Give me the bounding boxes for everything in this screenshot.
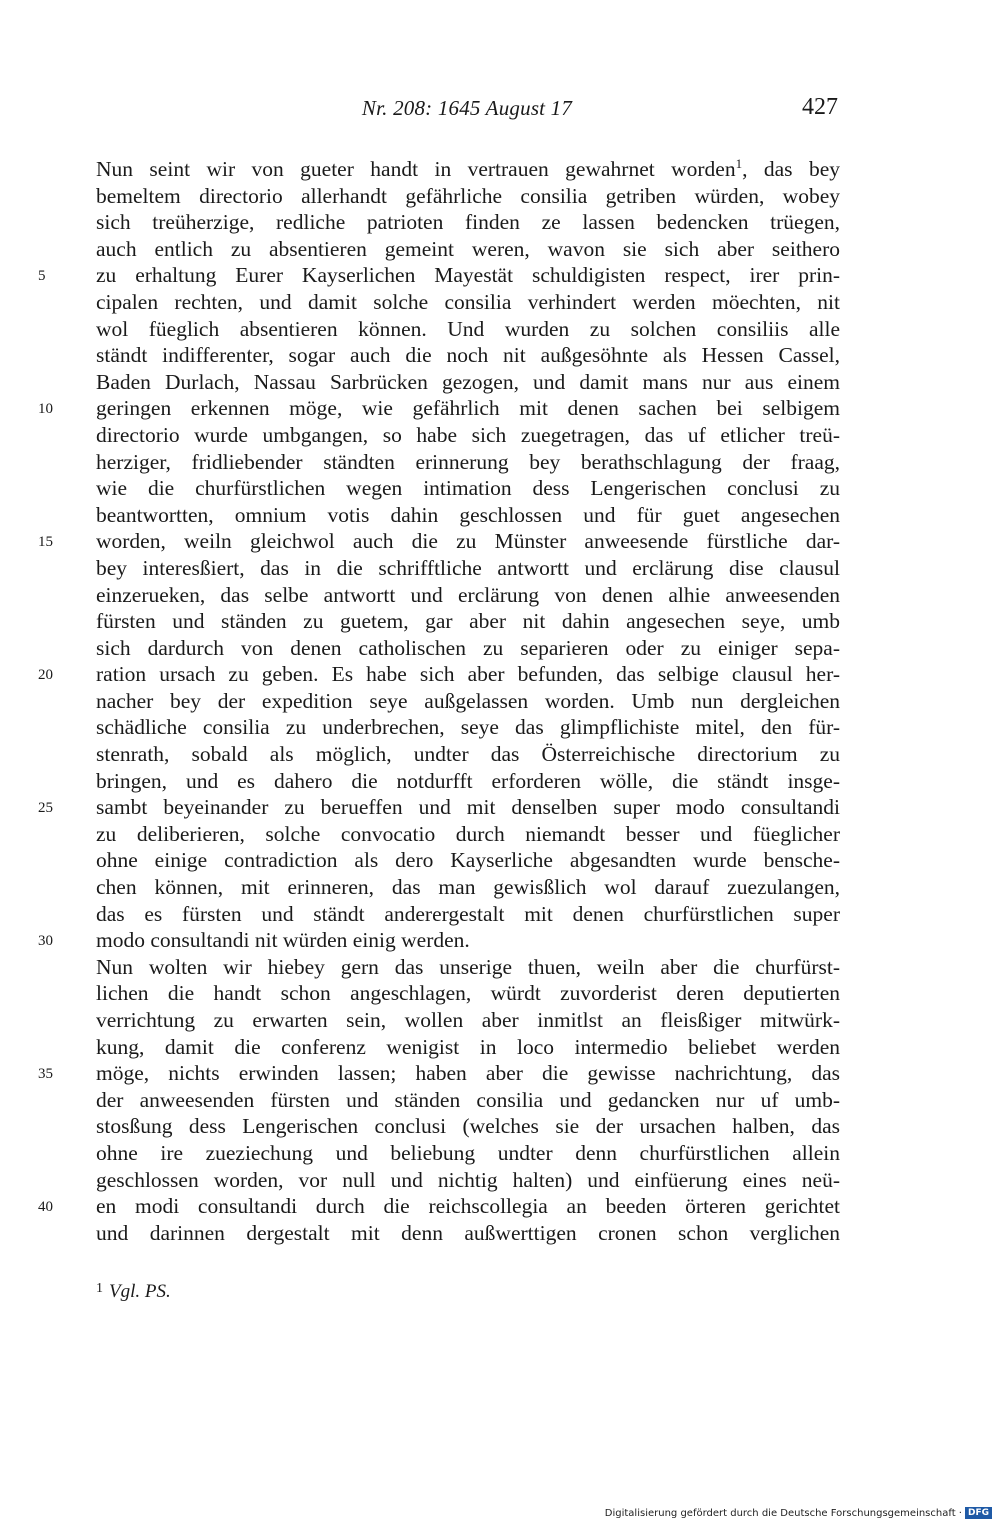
line-text: fürsten und ständen zu guetem, gar aber nit dahin angesechen seye, umb (96, 609, 840, 634)
line-text: das es fürsten und ständt anderergestalt mit denen churfürstlichen super (96, 901, 840, 926)
line-text: sich dardurch von denen catholischen zu separieren oder zu einiger sepa- (96, 635, 840, 660)
text-line (96, 1113, 840, 1140)
line-text: verrichtung zu erwarten sein, wollen aber inmitlst an fleisßiger mitwürk- (96, 1008, 840, 1032)
text-line (96, 688, 840, 715)
line-text: en modi consultandi durch die reichscollegia an beeden örteren gerichtet (96, 1194, 840, 1219)
line-text: und darinnen dergestalt mit denn außwerttigen cronen schon verglichen (96, 1220, 840, 1245)
line-text: der anweesenden fürsten und ständen consilia und gedancken nur uf umb- (96, 1087, 840, 1112)
text-line (96, 502, 840, 529)
line-number: 30 (38, 933, 53, 950)
text-line (96, 1007, 840, 1034)
text-line (96, 449, 840, 476)
text-line (96, 369, 840, 396)
body-text (38, 155, 840, 1246)
text-line (96, 289, 840, 316)
line-text: beantwortten, omnium votis dahin geschlossen und für guet angesechen (96, 502, 840, 527)
text-line (96, 821, 840, 848)
line-text: ohne einige contradiction als dero Kayserliche abgesandten wurde bensche- (96, 848, 840, 873)
text-line (38, 262, 840, 289)
line-text: ständt indifferenter, sogar auch die noch nit außgesöhnte als Hessen Cassel, (96, 343, 840, 368)
line-text: cipalen rechten, und damit solche consilia verhindert werden möechten, nit (96, 289, 840, 314)
line-text: ohne ire zueziechung und beliebung undter denn churfürstlichen allein (96, 1140, 840, 1165)
text-line (96, 422, 840, 449)
line-text: bey interesßiert, das in die schrifftliche antwortt und erclärung dise clausul (96, 555, 840, 580)
line-text: worden, weiln gleichwol auch die zu Münster anweesende fürstliche dar- (96, 529, 840, 554)
line-text-part: Nun seint wir von gueter handt in vertrauen gewahrnet worden (96, 157, 736, 181)
text-line (96, 1220, 840, 1247)
line-text: geringen erkennen möge, wie gefährlich mit denen sachen bei selbigem (96, 396, 840, 421)
line-text (96, 156, 840, 183)
line-text: schädliche consilia zu underbrechen, seye das glimpflichiste mitel, den für- (96, 715, 840, 740)
text-line (96, 342, 840, 369)
line-text: auch entlich zu absentieren gemeint weren, wavon sie sich aber seithero (96, 236, 840, 261)
footnote-mark: 1 (96, 1281, 103, 1296)
text-line (96, 1087, 840, 1114)
line-text: stosßung dess Lengerischen conclusi (welches sie der ursachen halben, das (96, 1114, 840, 1139)
line-number: 15 (38, 534, 53, 551)
line-number: 20 (38, 667, 53, 684)
line-text: einzerueken, das selbe antwortt und erclärung von denen alhie anweesenden (96, 582, 840, 607)
text-line (38, 395, 840, 422)
text-line (96, 1167, 840, 1194)
line-number: 25 (38, 800, 53, 817)
text-line (96, 582, 840, 609)
line-text: nacher bey der expedition seye außgelassen worden. Umb nun dergleichen (96, 688, 840, 713)
page-header (96, 96, 838, 126)
text-line (96, 901, 840, 928)
text-line (96, 1034, 840, 1061)
text-line (96, 475, 840, 502)
text-line (38, 1193, 840, 1220)
line-text: chen können, mit erinneren, das man gewisßlich wol darauf zuezulangen, (96, 875, 840, 900)
text-line (96, 608, 840, 635)
line-text: zu erhaltung Eurer Kayserlichen Mayestät schuldigisten respect, irer prin- (96, 263, 840, 288)
line-text: geschlossen worden, vor null und nichtig halten) und einfüerung eines neü- (96, 1167, 840, 1192)
line-text: bemeltem directorio allerhandt gefährliche consilia getriben würden, wobey (96, 183, 840, 208)
text-line (38, 661, 840, 688)
text-line (96, 316, 840, 343)
line-text: stenrath, sobald als möglich, undter das Österreichische directorium zu (96, 742, 840, 767)
line-text: modo consultandi nit würden einig werden. (96, 928, 470, 953)
text-line (96, 156, 840, 183)
footnote-text: Vgl. PS. (109, 1281, 171, 1302)
text-line (96, 954, 840, 981)
line-text: sich treüherzige, redliche patrioten finden ze lassen bedencken trüegen, (96, 210, 840, 235)
text-line (96, 635, 840, 662)
text-line (96, 980, 840, 1007)
line-text: zu deliberieren, solche convocatio durch niemandt besser und füeglicher (96, 821, 840, 846)
line-number: 35 (38, 1066, 53, 1083)
line-text: sambt beyeinander zu berueffen und mit denselben super modo consultandi (96, 795, 840, 820)
text-line (96, 768, 840, 795)
line-text: Nun wolten wir hiebey gern das unserige thuen, weiln aber die churfürst- (96, 954, 840, 979)
footnote (96, 1281, 171, 1303)
line-text: lichen die handt schon angeschlagen, würdt zuvorderist deren deputierten (96, 981, 840, 1006)
text-line (96, 847, 840, 874)
text-line (38, 1060, 840, 1087)
dfg-logo-icon: DFG (965, 1507, 992, 1519)
text-line (96, 209, 840, 236)
line-text: Baden Durlach, Nassau Sarbrücken gezogen, und damit mans nur aus einem (96, 369, 840, 394)
line-text: directorio wurde umbgangen, so habe sich zuegetragen, das uf etlicher treü- (96, 422, 840, 447)
text-line (96, 874, 840, 901)
credit-text: Digitalisierung gefördert durch die Deutsche Forschungsgemeinschaft · (604, 1507, 962, 1519)
footnote-reference: 1 (735, 155, 743, 171)
digitization-credit (605, 1507, 992, 1519)
text-line (96, 555, 840, 582)
line-text: möge, nichts erwinden lassen; haben aber die gewisse nachrichtung, das (96, 1061, 840, 1086)
page-number: 427 (802, 94, 838, 120)
text-line (96, 714, 840, 741)
line-text: kung, damit die conferenz wenigist in loco intermedio beliebet werden (96, 1034, 840, 1059)
text-line (38, 927, 840, 954)
line-number: 5 (38, 268, 46, 285)
line-text: ration ursach zu geben. Es habe sich aber befunden, das selbige clausul her- (96, 662, 840, 687)
text-line (38, 528, 840, 555)
text-line (96, 741, 840, 768)
text-line (96, 1140, 840, 1167)
text-line (38, 794, 840, 821)
line-text: wie die churfürstlichen wegen intimation dess Lengerischen conclusi zu (96, 476, 840, 501)
line-number: 10 (38, 401, 53, 418)
line-text-part: , das bey (742, 157, 840, 181)
line-text: wol füeglich absentieren können. Und wurden zu solchen consiliis alle (96, 316, 840, 341)
line-text: herziger, fridliebender ständten erinnerung bey berathschlagung der fraag, (96, 449, 840, 474)
line-number: 40 (38, 1199, 53, 1216)
running-head: Nr. 208: 1645 August 17 (361, 96, 573, 120)
line-text: bringen, und es dahero die notdurfft erforderen wölle, die ständt insge- (96, 768, 840, 793)
text-line (96, 236, 840, 263)
text-line (96, 183, 840, 210)
